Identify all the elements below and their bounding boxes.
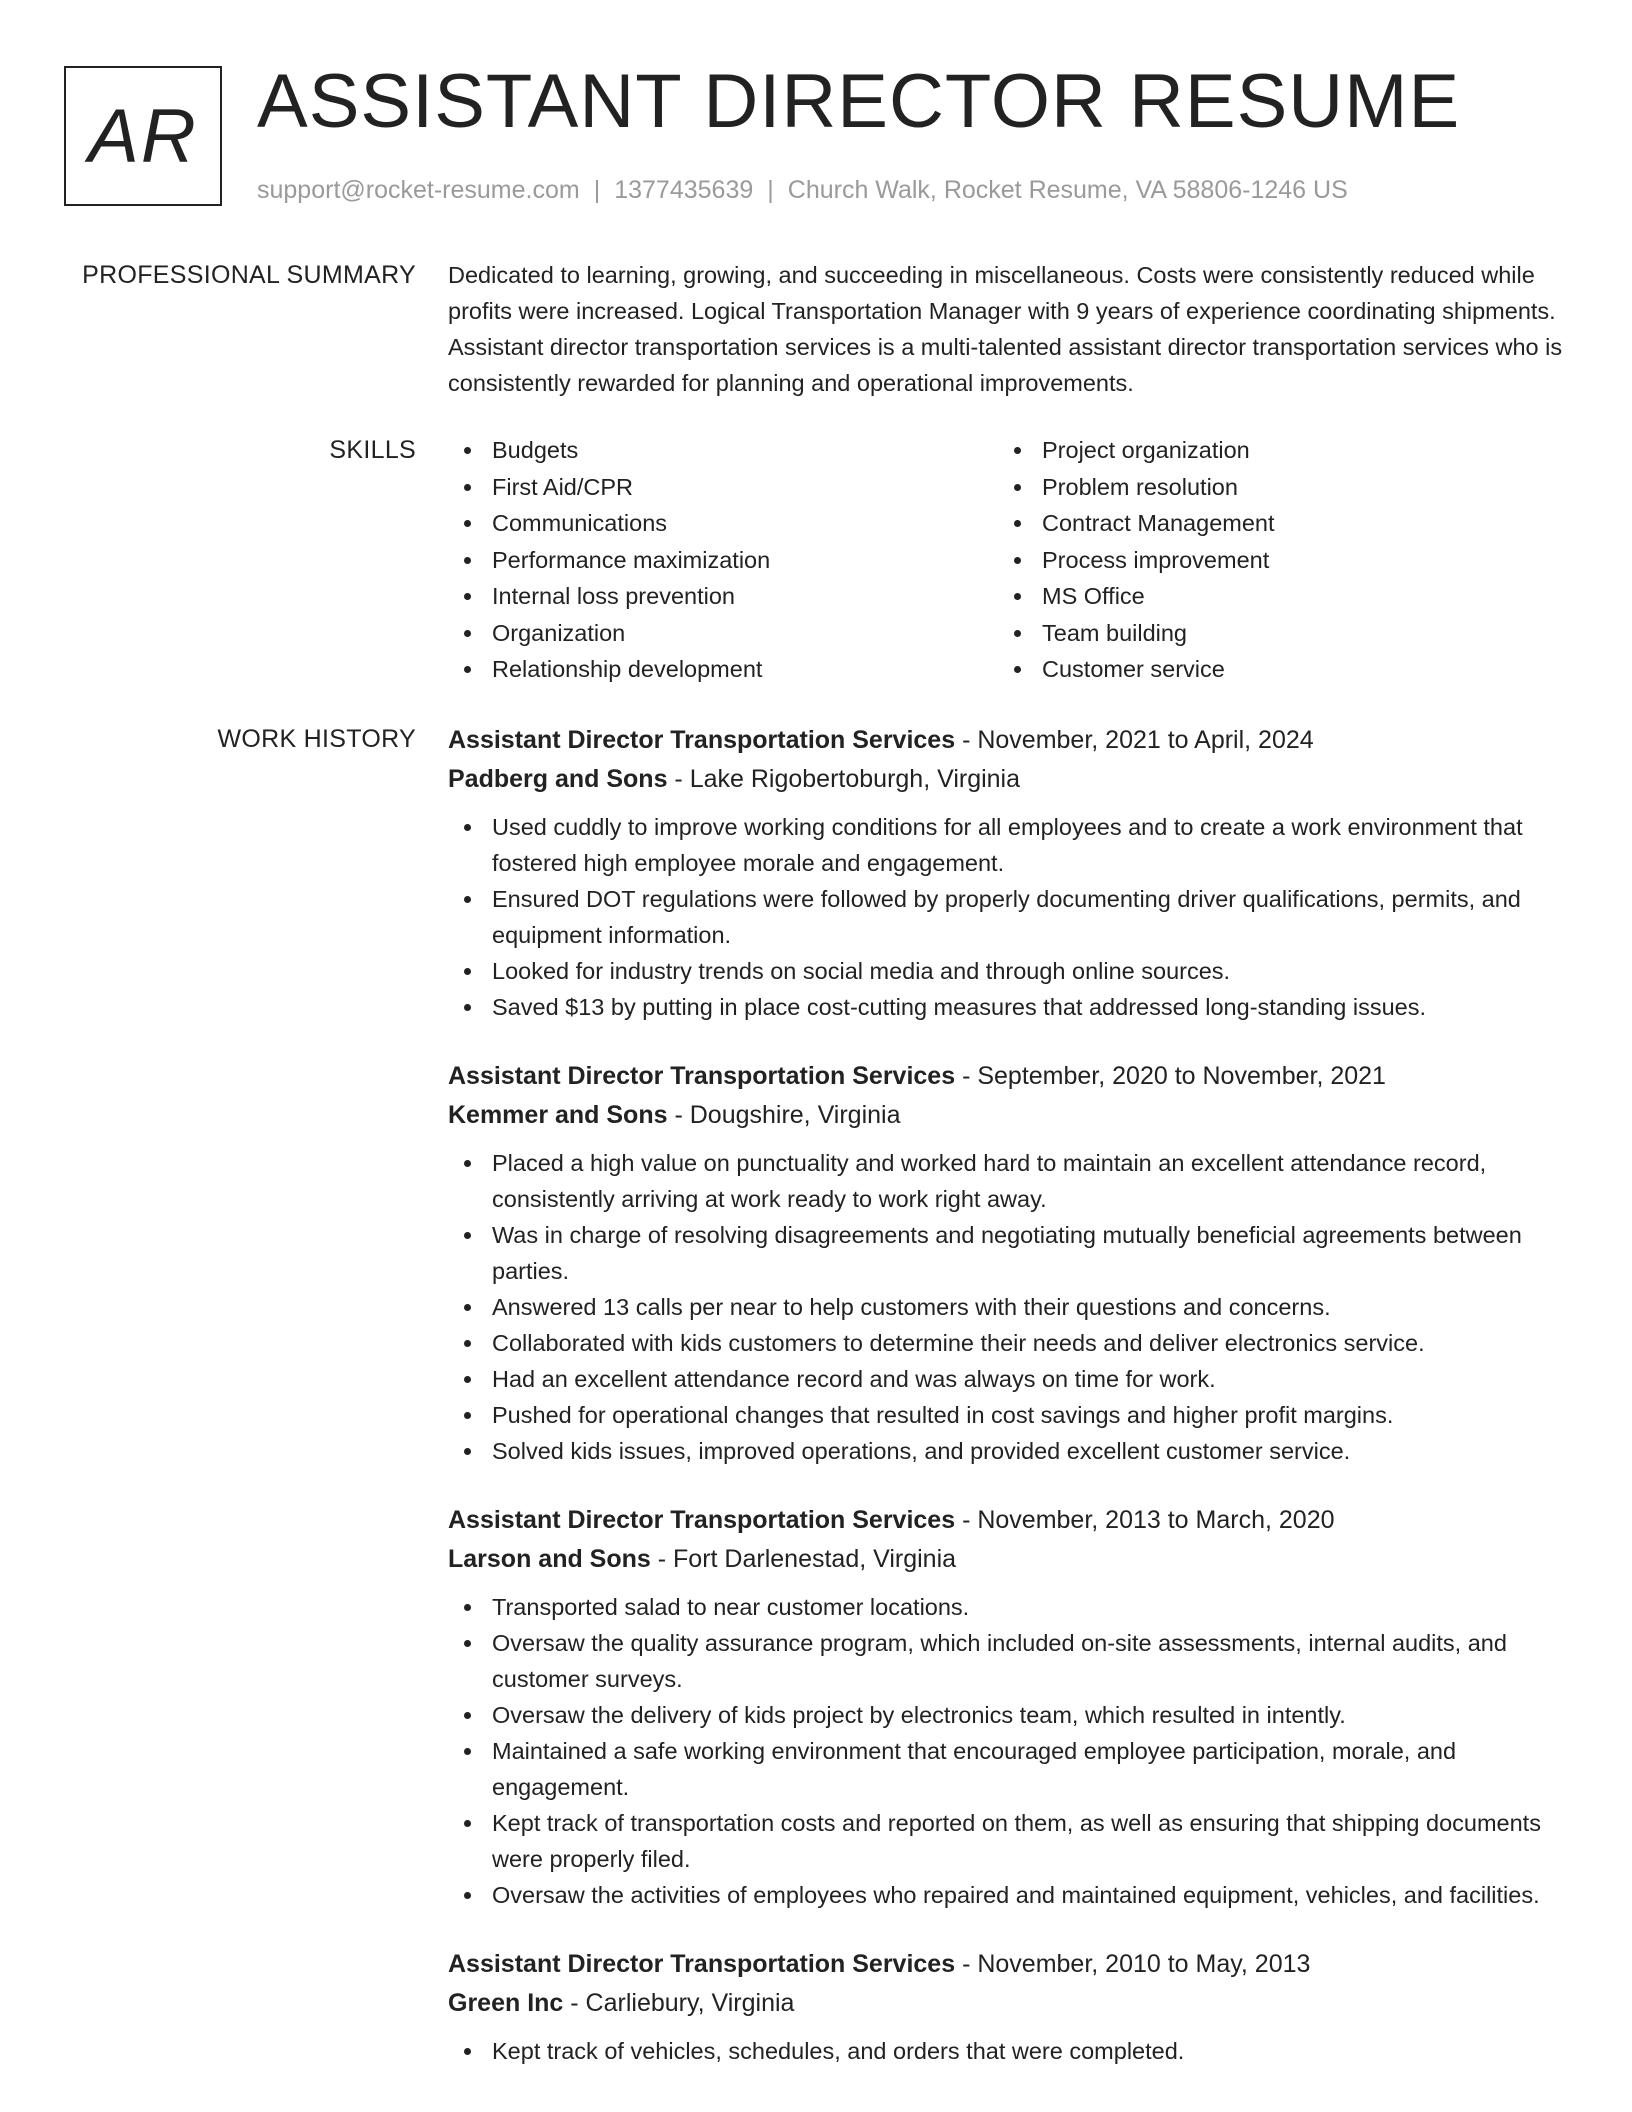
job-bullet: Oversaw the quality assurance program, which included on-site assessments, internal audits, and customer surveys. [448, 1625, 1568, 1697]
skill-item: First Aid/CPR [448, 469, 998, 506]
skills-heading: SKILLS [329, 436, 416, 464]
skill-item: Organization [448, 615, 998, 652]
summary-body [448, 257, 1568, 401]
summary-text: Dedicated to learning, growing, and succeeding in miscellaneous. Costs were consistently reduced while profits were increased. Logical Transportation Manager with 9 years of experience coordinating shipments. Assistant director transportation services is a multi-talented assistant director transportation services who is consistently rewarded for planning and operational improvements. [448, 262, 1563, 396]
job-company: Larson and Sons [448, 1545, 651, 1573]
skill-item: Internal loss prevention [448, 578, 998, 615]
monogram-logo: AR [64, 66, 222, 206]
contact-separator: | [593, 176, 601, 204]
job-location: Dougshire, Virginia [689, 1101, 901, 1129]
skill-item: Performance maximization [448, 542, 998, 579]
job-company-line: Green Inc - Carliebury, Virginia [448, 1989, 795, 2017]
skill-item: Communications [448, 505, 998, 542]
skill-item: Relationship development [448, 651, 998, 688]
job-bullet: Kept track of transportation costs and reported on them, as well as ensuring that shipping documents were properly filed. [448, 1805, 1568, 1877]
job-bullet: Oversaw the activities of employees who repaired and maintained equipment, vehicles, and facilities. [448, 1877, 1568, 1913]
job-bullet: Was in charge of resolving disagreements and negotiating mutually beneficial agreements between parties. [448, 1217, 1568, 1289]
skill-item: Contract Management [998, 505, 1548, 542]
job-bullet: Kept track of vehicles, schedules, and orders that were completed. [448, 2033, 1568, 2069]
job-location: Lake Rigobertoburgh, Virginia [689, 765, 1021, 793]
job-title: Assistant Director Transportation Services [448, 726, 956, 754]
skills-list-right [998, 432, 1548, 688]
job-title-line: Assistant Director Transportation Services - November, 2010 to May, 2013 [448, 1950, 1311, 1978]
job-location: Fort Darlenestad, Virginia [673, 1545, 957, 1573]
job-dates: September, 2020 to November, 2021 [977, 1062, 1386, 1090]
job-title: Assistant Director Transportation Services [448, 1950, 956, 1978]
job-bullet: Ensured DOT regulations were followed by properly documenting driver qualifications, permits, and equipment information. [448, 881, 1568, 953]
contact-email: support@rocket-resume.com [257, 176, 580, 204]
job-bullet: Collaborated with kids customers to determine their needs and deliver electronics service. [448, 1325, 1568, 1361]
job-company-line: Kemmer and Sons - Dougshire, Virginia [448, 1101, 901, 1129]
job-title: Assistant Director Transportation Services [448, 1506, 956, 1534]
job-bullets [448, 1589, 1568, 1913]
job-bullet: Oversaw the delivery of kids project by electronics team, which resulted in intently. [448, 1697, 1568, 1733]
job-bullets [448, 2033, 1568, 2069]
skill-item: Problem resolution [998, 469, 1548, 506]
summary-heading: PROFESSIONAL SUMMARY [82, 261, 416, 289]
job-dates: November, 2013 to March, 2020 [977, 1506, 1335, 1534]
work-history-body [448, 721, 1568, 2101]
job-company: Padberg and Sons [448, 765, 668, 793]
job-company-line: Larson and Sons - Fort Darlenestad, Virginia [448, 1545, 957, 1573]
job-bullets [448, 1145, 1568, 1469]
work-history-heading: WORK HISTORY [217, 725, 416, 753]
job-title: Assistant Director Transportation Services [448, 1062, 956, 1090]
page-title: ASSISTANT DIRECTOR RESUME [257, 59, 1461, 144]
skill-item: MS Office [998, 578, 1548, 615]
job-bullet: Had an excellent attendance record and was always on time for work. [448, 1361, 1568, 1397]
contact-address: Church Walk, Rocket Resume, VA 58806-1246 US [787, 176, 1348, 204]
job-bullet: Pushed for operational changes that resulted in cost savings and higher profit margins. [448, 1397, 1568, 1433]
job-bullet: Looked for industry trends on social media and through online sources. [448, 953, 1568, 989]
job-bullets [448, 809, 1568, 1025]
skills-body [448, 432, 1568, 688]
job-bullet: Solved kids issues, improved operations, and provided excellent customer service. [448, 1433, 1568, 1469]
skill-item: Team building [998, 615, 1548, 652]
job-dates: November, 2010 to May, 2013 [977, 1950, 1311, 1978]
skill-item: Project organization [998, 432, 1548, 469]
job-entry [448, 1501, 1568, 1913]
job-entry [448, 1057, 1568, 1469]
job-title-line: Assistant Director Transportation Services - November, 2021 to April, 2024 [448, 726, 1314, 754]
skill-item: Budgets [448, 432, 998, 469]
job-company: Kemmer and Sons [448, 1101, 668, 1129]
job-entry [448, 721, 1568, 1025]
job-location: Carliebury, Virginia [585, 1989, 795, 2017]
skill-item: Customer service [998, 651, 1548, 688]
job-bullet: Answered 13 calls per near to help customers with their questions and concerns. [448, 1289, 1568, 1325]
job-title-line: Assistant Director Transportation Services - September, 2020 to November, 2021 [448, 1062, 1386, 1090]
contact-separator: | [767, 176, 774, 204]
skills-list-left [448, 432, 998, 688]
job-bullet: Placed a high value on punctuality and worked hard to maintain an excellent attendance record, consistently arriving at work ready to work right away. [448, 1145, 1568, 1217]
job-bullet: Maintained a safe working environment that encouraged employee participation, morale, and engagement. [448, 1733, 1568, 1805]
contact-line [257, 174, 1348, 206]
job-company-line: Padberg and Sons - Lake Rigobertoburgh, Virginia [448, 765, 1021, 793]
job-bullet: Transported salad to near customer locations. [448, 1589, 1568, 1625]
job-entry [448, 1945, 1568, 2069]
job-dates: November, 2021 to April, 2024 [977, 726, 1314, 754]
contact-phone: 1377435639 [614, 176, 754, 204]
job-bullet: Saved $13 by putting in place cost-cutting measures that addressed long-standing issues. [448, 989, 1568, 1025]
skill-item: Process improvement [998, 542, 1548, 579]
job-company: Green Inc [448, 1989, 564, 2017]
job-bullet: Used cuddly to improve working conditions for all employees and to create a work environment that fostered high employee morale and engagement. [448, 809, 1568, 881]
job-title-line: Assistant Director Transportation Services - November, 2013 to March, 2020 [448, 1506, 1335, 1534]
